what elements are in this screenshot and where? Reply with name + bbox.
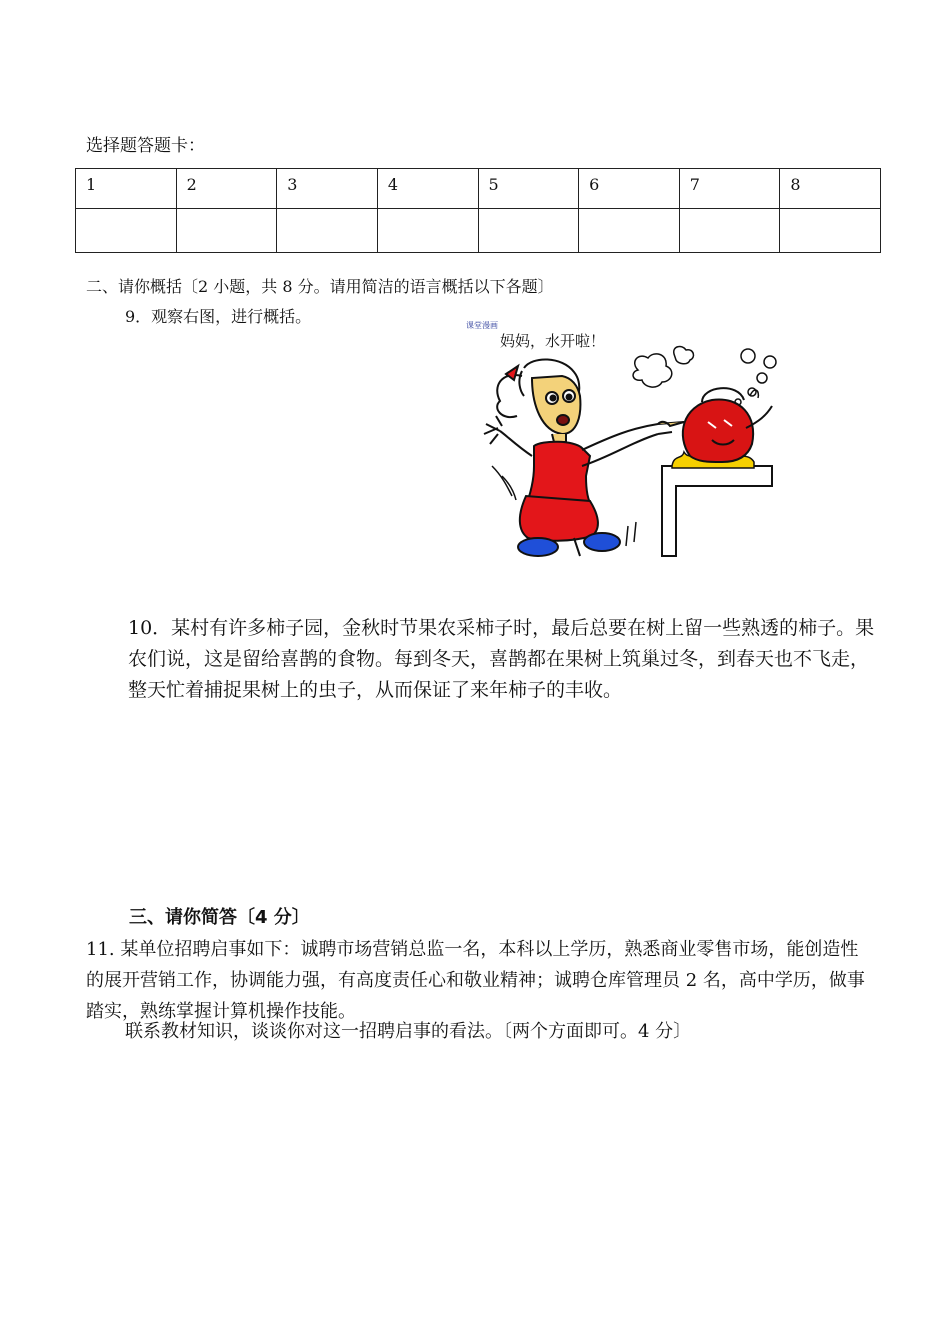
question-11: 11. 某单位招聘启事如下：诚聘市场营销总监一名，本科以上学历，熟悉商业零售市场，能创造性的展开营销工作，协调能力强，有高度责任心和敬业精神；诚聘仓库管理员 2 名，高中学历，做事踏实，熟练掌握计算机操作技能。: [86, 939, 865, 1022]
question-10-text: 10．某村有许多柿子园，金秋时节果农采柿子时，最后总要在树上留一些熟透的柿子。果农们说，这是留给喜鹊的食物。每到冬天，喜鹊都在果树上筑巢过冬，到春天也不飞走，整天忙着捕捉果树上的虫子，从而保证了来年柿子的丰收。: [128, 617, 875, 701]
section2-heading: 二、请你概括〔2 小题，共 8 分。请用简洁的语言概括以下各题〕: [86, 277, 554, 296]
kettle: [683, 388, 772, 462]
right-shoe: [584, 533, 620, 551]
girl-figure: [484, 359, 684, 556]
answer-number: 1: [76, 169, 177, 209]
answer-cell[interactable]: [679, 209, 780, 253]
answer-number: 4: [377, 169, 478, 209]
left-shoe: [518, 538, 558, 556]
answer-number: 3: [277, 169, 378, 209]
answer-card-number-row: [76, 169, 881, 209]
answer-cell[interactable]: [76, 209, 177, 253]
question-9: 9．观察右图，进行概括。: [125, 307, 312, 326]
cartoon-caption: 课堂漫画: [466, 321, 498, 330]
answer-cell[interactable]: [478, 209, 579, 253]
answer-card-blank-row: [76, 209, 881, 253]
cartoon-girl-kettle-illustration: [462, 316, 792, 562]
answer-cell[interactable]: [176, 209, 277, 253]
answer-number: 7: [679, 169, 780, 209]
answer-number: 2: [176, 169, 277, 209]
answer-number: 5: [478, 169, 579, 209]
answer-cell[interactable]: [277, 209, 378, 253]
stove: [662, 466, 772, 556]
answer-cell[interactable]: [377, 209, 478, 253]
speech-text: 妈妈，水开啦！: [500, 332, 606, 350]
answer-cell[interactable]: [579, 209, 680, 253]
answer-card-table: [75, 168, 881, 253]
answer-number: 8: [780, 169, 881, 209]
answer-cell[interactable]: [780, 209, 881, 253]
question-10: [86, 613, 876, 706]
answer-number: 6: [579, 169, 680, 209]
answer-card-label: 选择题答题卡：: [86, 136, 205, 156]
question-11-task: 联系教材知识，谈谈你对这一招聘启事的看法。〔两个方面即可。4 分〕: [125, 1021, 692, 1042]
section3-heading: 三、请你简答〔4 分〕: [129, 907, 310, 928]
